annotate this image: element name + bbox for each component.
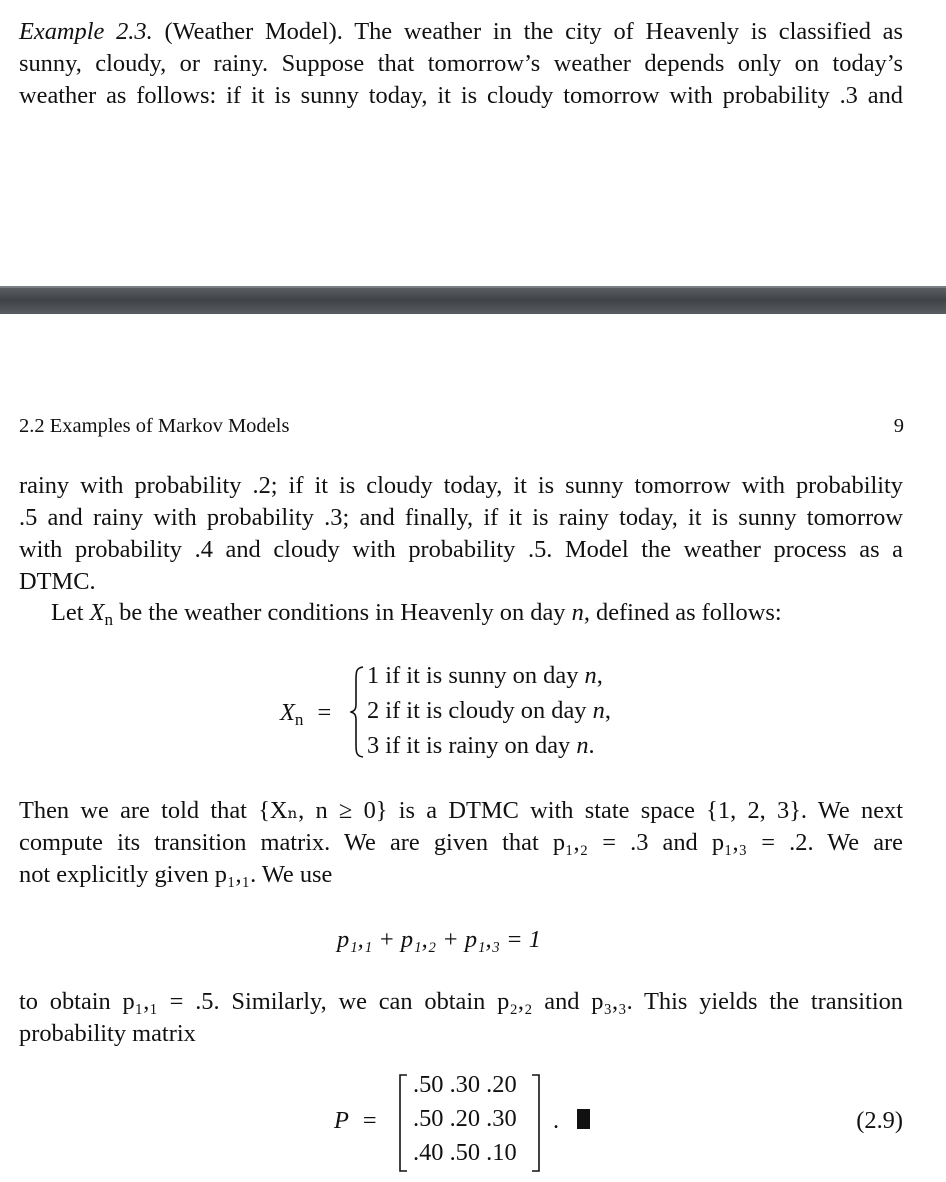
- case-var: n: [584, 662, 597, 689]
- var-n: n: [571, 599, 584, 626]
- para1-line: DTMC.: [19, 568, 96, 595]
- matrix-row: .50 .20 .30: [413, 1105, 517, 1132]
- cases-lhs-var: X: [280, 699, 295, 726]
- case-var: n: [592, 697, 605, 724]
- definition-sentence: [51, 597, 782, 636]
- qed-box-icon: [577, 1109, 590, 1129]
- matrix-left-bracket: [398, 1074, 408, 1172]
- para1-line: with probability .4 and cloudy with probability .5. Model the weather process as a: [19, 536, 903, 563]
- para2-text: Let: [51, 599, 90, 626]
- case-text: if it is rainy on day: [379, 732, 577, 759]
- example-line-3: weather as follows: if it is sunny today, it is cloudy tomorrow with probability .3 and: [19, 82, 903, 109]
- page-break-divider: [0, 286, 946, 314]
- example-label: Example 2.3.: [19, 18, 153, 45]
- cases-lhs: [280, 697, 331, 736]
- matrix-symbol: P: [334, 1107, 349, 1134]
- para3-line-3: not explicitly given p₁,₁. We use: [19, 861, 333, 888]
- para2-text: , defined as follows:: [583, 599, 782, 626]
- matrix-period: .: [553, 1107, 560, 1134]
- matrix-lhs: [334, 1105, 377, 1137]
- running-head: 2.2 Examples of Markov Models: [19, 415, 290, 437]
- para1-line: .5 and rainy with probability .3; and finally, if it is rainy today, it is sunny tomorrow: [19, 504, 903, 531]
- matrix-row: .50 .30 .20: [413, 1071, 517, 1098]
- para4-line-1: to obtain p₁,₁ = .5. Similarly, we can obtain p₂,₂ and p₃,₃. This yields the transition: [19, 988, 903, 1015]
- continuation-paragraph: [19, 470, 903, 598]
- para3-line-1: Then we are told that {Xₙ, n ≥ 0} is a DTMC with state space {1, 2, 3}. We next: [19, 797, 903, 824]
- cases-equals: =: [317, 699, 332, 726]
- case-row-1: [367, 662, 603, 690]
- example-line-2: sunny, cloudy, or rainy. Suppose that tomorrow’s weather depends only on today’s: [19, 50, 903, 77]
- case-number: 1: [367, 662, 380, 689]
- var-x-subscript: n: [104, 609, 114, 629]
- matrix-row: .40 .50 .10: [413, 1139, 517, 1166]
- var-x: X: [89, 599, 105, 626]
- case-var: n: [576, 732, 589, 759]
- example-line-1: [19, 16, 903, 48]
- para2-text: be the weather conditions in Heavenly on day: [113, 599, 572, 626]
- para3-line-2: compute its transition matrix. We are given that p₁,₂ = .3 and p₁,₃ = .2. We are: [19, 829, 903, 856]
- case-text: if it is cloudy on day: [379, 697, 593, 724]
- case-row-3: [367, 732, 595, 760]
- result-paragraph: [19, 986, 903, 1050]
- matrix-equals: =: [362, 1107, 377, 1134]
- row-sum-equation: p₁,₁ + p₁,₂ + p₁,₃ = 1: [337, 926, 541, 953]
- case-number: 3: [367, 732, 380, 759]
- case-punct: ,: [604, 697, 611, 724]
- case-number: 2: [367, 697, 380, 724]
- matrix-right-bracket: [531, 1074, 541, 1172]
- example-title-text: (Weather Model). The weather in the city of Heavenly is classified as: [152, 18, 903, 45]
- para1-line: rainy with probability .2; if it is cloudy today, it is sunny tomorrow with probability: [19, 472, 903, 499]
- para4-line-2: probability matrix: [19, 1020, 196, 1047]
- dtmc-paragraph: [19, 795, 903, 891]
- case-punct: .: [588, 732, 595, 759]
- page-number: 9: [893, 415, 904, 437]
- case-punct: ,: [596, 662, 603, 689]
- previous-page-fragment: [0, 0, 946, 286]
- case-text: if it is sunny on day: [379, 662, 585, 689]
- example-intro-paragraph: [19, 16, 903, 112]
- case-row-2: [367, 697, 611, 725]
- cases-brace: [350, 666, 364, 758]
- cases-lhs-subscript: n: [294, 709, 304, 729]
- equation-number: (2.9): [856, 1107, 903, 1134]
